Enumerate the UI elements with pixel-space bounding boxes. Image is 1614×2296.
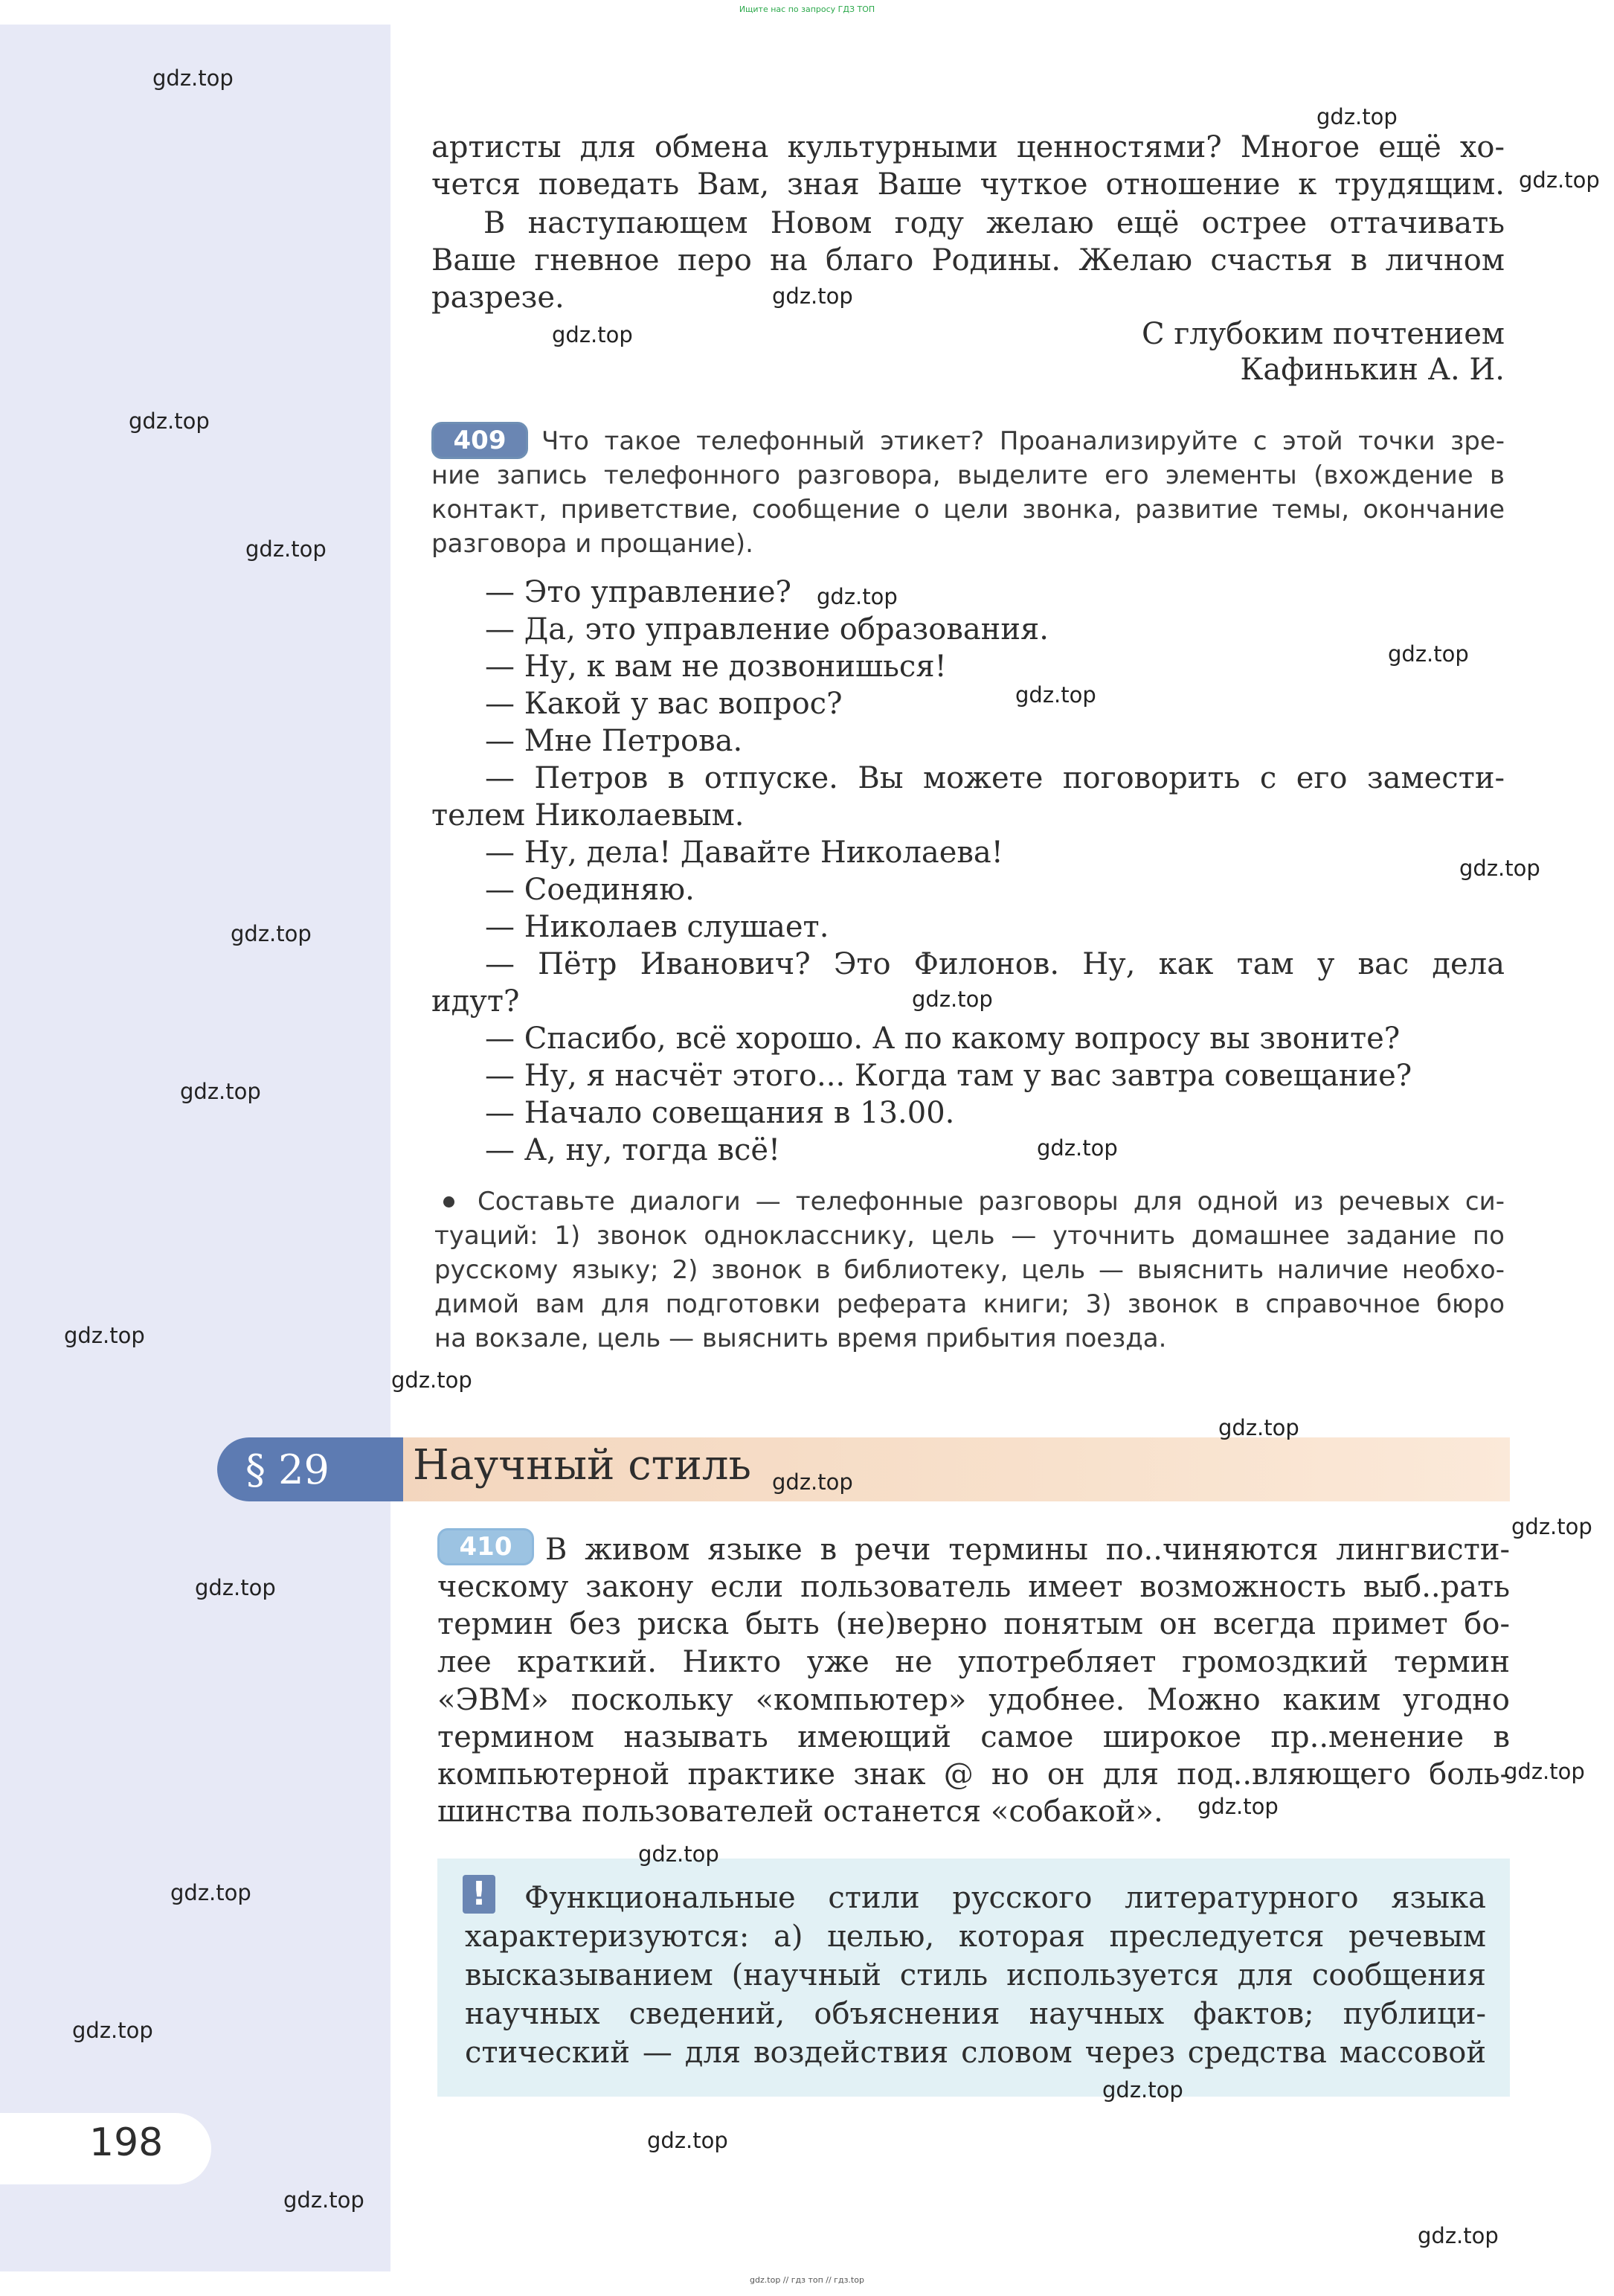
dialogue-line: — Начало совещания в 13.00. xyxy=(485,1096,955,1130)
watermark: gdz.top xyxy=(772,283,853,309)
watermark: gdz.top xyxy=(129,408,210,434)
watermark: gdz.top xyxy=(1102,2077,1183,2103)
dialogue-line: — Соединяю. xyxy=(485,873,695,907)
watermark: gdz.top xyxy=(1197,1794,1279,1819)
dialogue-line: — Ну, я насчёт этого... Когда там у вас завтра совещание? xyxy=(485,1059,1412,1093)
watermark: gdz.top xyxy=(1511,1514,1592,1539)
exercise-409-number: 409 xyxy=(431,422,528,459)
watermark: gdz.top xyxy=(152,65,234,91)
rule-line: стический — для воздействия словом через средства массовой xyxy=(465,2036,1486,2070)
watermark: gdz.top xyxy=(647,2128,728,2153)
dialogue-line: — Пётр Иванович? Это Филонов. Ну, как там у вас дела xyxy=(485,947,1505,981)
watermark: gdz.top xyxy=(1459,856,1540,881)
exclamation-icon: ! xyxy=(463,1875,495,1914)
dialogue-line: — Спасибо, всё хорошо. А по какому вопросу вы звоните? xyxy=(485,1022,1401,1056)
letter-line: артисты для обмена культурными ценностями? Многое ещё хо- xyxy=(431,130,1505,164)
watermark: gdz.top xyxy=(772,1469,853,1495)
exercise-409-task-line: ние запись телефонного разговора, выделите его элементы (вхождение в xyxy=(431,461,1505,490)
watermark: gdz.top xyxy=(283,2187,364,2213)
dialogue-line: — Петров в отпуске. Вы можете поговорить с его замести- xyxy=(485,761,1505,795)
letter-signature: Кафинькин А. И. xyxy=(1240,353,1505,387)
watermark: gdz.top xyxy=(195,1575,276,1600)
dialogue-line: — Какой у вас вопрос? xyxy=(485,687,843,721)
dialogue-line: — Это управление? xyxy=(485,575,791,609)
exercise-409-task-line: Что такое телефонный этикет? Проанализируйте с этой точки зре- xyxy=(541,426,1505,456)
exercise-409-followup-line: димой вам для подготовки реферата книги; 3) звонок в справочное бюро xyxy=(434,1289,1505,1319)
exercise-409-followup-line: Составьте диалоги — телефонные разговоры для одной из речевых си- xyxy=(478,1187,1505,1216)
watermark: gdz.top xyxy=(245,536,327,562)
exercise-410-line: компьютерной практике знак @ но он для под..вляющего боль- xyxy=(437,1757,1510,1792)
letter-line: Ваше гневное перо на благо Родины. Желаю счастья в личном xyxy=(431,243,1505,278)
watermark: gdz.top xyxy=(1015,682,1096,708)
watermark: gdz.top xyxy=(64,1323,145,1348)
exercise-410-line: термином называть имеющий самое широкое пр..менение в xyxy=(437,1720,1510,1754)
exercise-410-line: термин без риска быть (не)верно понятым он всегда примет бо- xyxy=(437,1607,1510,1641)
footer-note: gdz.top // гдз топ // гдз.top xyxy=(750,2275,864,2285)
rule-line: научных сведений, объяснения научных фактов; публици- xyxy=(465,1997,1486,2031)
watermark: gdz.top xyxy=(1218,1415,1299,1440)
exercise-410-line: шинства пользователей останется «собакой». xyxy=(437,1795,1163,1829)
watermark: gdz.top xyxy=(1519,167,1600,193)
watermark: gdz.top xyxy=(1504,1759,1585,1784)
exercise-410-line: ческому закону если пользователь имеет возможность выб..рать xyxy=(437,1570,1510,1604)
watermark: gdz.top xyxy=(638,1841,719,1867)
rule-line: Функциональные стили русского литературного языка xyxy=(524,1881,1486,1915)
exercise-409-followup-line: на вокзале, цель — выяснить время прибытия поезда. xyxy=(434,1324,1167,1353)
watermark: gdz.top xyxy=(391,1367,472,1393)
rule-line: высказыванием (научный стиль используется для сообщения xyxy=(465,1958,1486,1992)
watermark: gdz.top xyxy=(231,921,312,946)
dialogue-line: телем Николаевым. xyxy=(431,798,745,833)
watermark: gdz.top xyxy=(72,2018,153,2043)
watermark: gdz.top xyxy=(912,987,993,1012)
letter-line: чется поведать Вам, зная Ваше чуткое отношение к трудящим. xyxy=(431,167,1505,202)
dialogue-line: — Ну, к вам не дозвонишься! xyxy=(485,650,947,684)
watermark: gdz.top xyxy=(552,322,633,347)
dialogue-line: — Ну, дела! Давайте Николаева! xyxy=(485,836,1003,870)
watermark: gdz.top xyxy=(1316,104,1398,129)
page-margin-band xyxy=(0,25,390,2271)
exercise-410-line: лее краткий. Никто уже не употребляет громоздкий термин xyxy=(437,1645,1510,1679)
header-note: Ищите нас по запросу ГДЗ ТОП xyxy=(739,4,875,14)
exercise-409-task-line: разговора и прощание). xyxy=(431,529,753,559)
dialogue-line: идут? xyxy=(431,984,520,1019)
letter-line: разрезе. xyxy=(431,280,565,315)
page-number: 198 xyxy=(89,2120,164,2165)
dialogue-line: — Мне Петрова. xyxy=(485,724,743,758)
exercise-410-line: В живом языке в речи термины по..чиняются лингвисти- xyxy=(545,1533,1510,1567)
exercise-409-task-line: контакт, приветствие, сообщение о цели звонка, развитие темы, окончание xyxy=(431,495,1505,525)
dialogue-line: — Николаев слушает. xyxy=(485,910,829,944)
watermark: gdz.top xyxy=(180,1079,261,1104)
section-number: § 29 xyxy=(245,1446,329,1493)
rule-line: характеризуются: а) целью, которая преследуется речевым xyxy=(465,1920,1486,1954)
watermark: gdz.top xyxy=(1388,641,1469,667)
watermark: gdz.top xyxy=(1037,1135,1118,1161)
exercise-409-followup-line: туаций: 1) звонок однокласснику, цель — уточнить домашнее задание по xyxy=(434,1221,1505,1251)
watermark: gdz.top xyxy=(1418,2223,1499,2248)
letter-line: В наступающем Новом году желаю ещё острее оттачивать xyxy=(483,206,1505,240)
dialogue-line: — А, ну, тогда всё! xyxy=(485,1133,781,1167)
dialogue-line: — Да, это управление образования. xyxy=(485,612,1049,647)
watermark: gdz.top xyxy=(817,584,898,609)
exercise-409-followup-line: русскому языку; 2) звонок в библиотеку, цель — выяснить наличие необхо- xyxy=(434,1255,1505,1285)
exercise-410-line: «ЭВМ» поскольку «компьютер» удобнее. Можно каким угодно xyxy=(437,1683,1510,1717)
letter-closing: С глубоким почтением xyxy=(1142,317,1505,351)
watermark: gdz.top xyxy=(170,1880,251,1905)
bullet-icon xyxy=(443,1196,454,1208)
section-title: Научный стиль xyxy=(413,1441,751,1489)
exercise-410-number: 410 xyxy=(437,1528,534,1565)
